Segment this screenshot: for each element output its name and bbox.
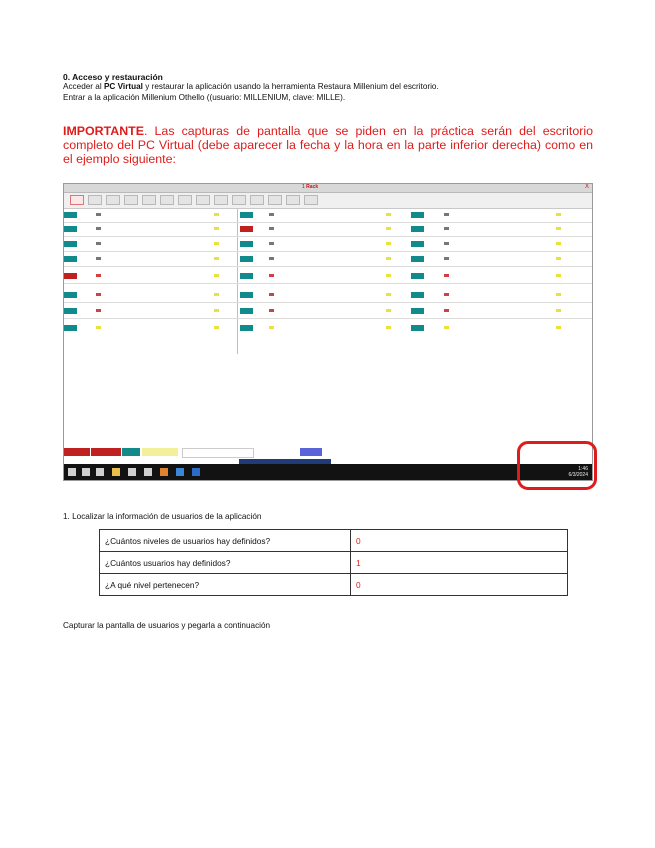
instruction-line-1-pre: Acceder al: [63, 82, 104, 91]
toolbar-button: [178, 195, 192, 205]
taskbar-icon: [144, 468, 152, 476]
instruction-line-1: [63, 82, 439, 91]
room-chip: [411, 256, 424, 262]
toolbar-button: [268, 195, 282, 205]
room-chip: [240, 273, 253, 279]
room-chip: [240, 226, 253, 232]
row-mark: [444, 242, 449, 245]
toolbar-button: [142, 195, 156, 205]
question-cell: ¿Cuántos usuarios hay definidos?: [100, 552, 351, 574]
important-notice: [63, 124, 593, 166]
instruction-line-2: Entrar a la aplicación Millenium Othello ((usuario: MILLENIUM, clave: MILLE).: [63, 93, 346, 102]
taskbar-icon: [128, 468, 136, 476]
rack-row: [64, 290, 592, 303]
room-chip: [240, 241, 253, 247]
row-mark: [444, 309, 449, 312]
screenshot-title: [302, 184, 318, 190]
capture-instruction: Capturar la pantalla de usuarios y pegarla a continuación: [63, 621, 271, 630]
room-chip: [411, 273, 424, 279]
toolbar-button: [160, 195, 174, 205]
row-mark: [556, 309, 561, 312]
row-mark: [556, 227, 561, 230]
row-mark: [386, 293, 391, 296]
row-mark: [444, 293, 449, 296]
question-heading: 1. Localizar la información de usuarios de la aplicación: [63, 512, 262, 521]
screenshot-status-legend: [64, 448, 592, 457]
table-row: [100, 552, 568, 574]
row-mark: [214, 213, 219, 216]
room-chip: [411, 308, 424, 314]
rack-row: [64, 323, 592, 336]
row-mark: [269, 309, 274, 312]
toolbar-button: [232, 195, 246, 205]
room-chip: [240, 308, 253, 314]
important-keyword: IMPORTANTE: [63, 124, 144, 138]
room-chip: [411, 325, 424, 331]
taskbar-icon: [176, 468, 184, 476]
row-mark: [214, 326, 219, 329]
legend-block: [64, 448, 90, 456]
row-mark: [269, 326, 274, 329]
clock-time: 1:46: [578, 466, 588, 472]
row-mark: [96, 227, 101, 230]
room-chip: [240, 212, 253, 218]
row-mark: [96, 326, 101, 329]
row-mark: [214, 227, 219, 230]
row-mark: [556, 293, 561, 296]
row-mark: [214, 274, 219, 277]
legend-block: [91, 448, 121, 456]
row-mark: [386, 274, 391, 277]
row-mark: [444, 326, 449, 329]
row-mark: [269, 257, 274, 260]
row-mark: [386, 227, 391, 230]
rack-row: [64, 271, 592, 284]
taskbar-icon: [160, 468, 168, 476]
taskbar-icon: [96, 468, 104, 476]
toolbar-button: [286, 195, 300, 205]
row-mark: [214, 242, 219, 245]
row-mark: [444, 274, 449, 277]
row-mark: [556, 274, 561, 277]
important-text: . Las capturas de pantalla que se piden en la práctica serán del escritorio completo del PC Virtual (debe aparecer la fecha y la hora en la parte inferior derecha) como en el ejemplo siguiente:: [63, 124, 593, 166]
toolbar-button: [250, 195, 264, 205]
clock-date: 6/3/2024: [568, 472, 588, 478]
toolbar-button: [196, 195, 210, 205]
questions-table: [99, 529, 568, 596]
legend-block: [122, 448, 140, 456]
instruction-line-1-bold: PC Virtual: [103, 82, 143, 91]
room-chip: [64, 226, 77, 232]
screenshot-title-highlight: Rack: [306, 184, 319, 190]
toolbar-button: [124, 195, 138, 205]
table-row: [100, 574, 568, 596]
row-mark: [269, 293, 274, 296]
row-mark: [386, 326, 391, 329]
row-mark: [444, 213, 449, 216]
toolbar-button: [70, 195, 84, 205]
screenshot-taskbar: [64, 464, 592, 480]
answer-cell: 0: [351, 574, 568, 596]
row-mark: [444, 257, 449, 260]
toolbar-button: [214, 195, 228, 205]
rack-row: [64, 306, 592, 319]
row-mark: [556, 242, 561, 245]
row-mark: [96, 293, 101, 296]
room-chip: [64, 308, 77, 314]
row-mark: [556, 213, 561, 216]
toolbar-button: [88, 195, 102, 205]
legend-block: [182, 448, 254, 458]
row-mark: [556, 326, 561, 329]
row-mark: [269, 213, 274, 216]
taskbar-icon: [112, 468, 120, 476]
example-screenshot: [63, 183, 593, 481]
row-mark: [556, 257, 561, 260]
room-chip: [240, 325, 253, 331]
screenshot-close-icon: X: [584, 184, 589, 190]
room-chip: [240, 256, 253, 262]
clock-highlight-circle: [517, 441, 597, 490]
table-row: [100, 530, 568, 552]
row-mark: [96, 213, 101, 216]
row-mark: [386, 242, 391, 245]
room-chip: [64, 273, 77, 279]
instruction-line-1-post: y restaurar la aplicación usando la herramienta Restaura Millenium del escritorio.: [142, 82, 439, 91]
question-cell: ¿A qué nivel pertenecen?: [100, 574, 351, 596]
screenshot-title-prefix: 1: [302, 184, 305, 190]
rack-row: [64, 254, 592, 267]
row-mark: [386, 257, 391, 260]
row-mark: [214, 309, 219, 312]
legend-block: [142, 448, 178, 456]
legend-block: [300, 448, 322, 456]
room-chip: [240, 292, 253, 298]
taskbar-icon: [82, 468, 90, 476]
row-mark: [96, 257, 101, 260]
toolbar-button: [304, 195, 318, 205]
room-chip: [64, 256, 77, 262]
row-mark: [96, 309, 101, 312]
screenshot-titlebar: [64, 184, 592, 193]
rack-row: [64, 224, 592, 237]
row-mark: [269, 242, 274, 245]
room-chip: [411, 212, 424, 218]
row-mark: [444, 227, 449, 230]
screenshot-toolbar: [64, 193, 592, 209]
row-mark: [214, 257, 219, 260]
answer-cell: 0: [351, 530, 568, 552]
row-mark: [386, 213, 391, 216]
row-mark: [386, 309, 391, 312]
rack-row: [64, 239, 592, 252]
question-cell: ¿Cuántos niveles de usuarios hay definidos?: [100, 530, 351, 552]
row-mark: [96, 274, 101, 277]
row-mark: [96, 242, 101, 245]
row-mark: [214, 293, 219, 296]
room-chip: [411, 292, 424, 298]
room-chip: [64, 325, 77, 331]
section-title: 0. Acceso y restauración: [63, 72, 163, 82]
room-chip: [64, 212, 77, 218]
room-chip: [411, 226, 424, 232]
rack-row: [64, 210, 592, 223]
toolbar-button: [106, 195, 120, 205]
taskbar-icon: [192, 468, 200, 476]
answer-cell: 1: [351, 552, 568, 574]
room-chip: [411, 241, 424, 247]
room-chip: [64, 292, 77, 298]
row-mark: [269, 227, 274, 230]
taskbar-icon: [68, 468, 76, 476]
room-chip: [64, 241, 77, 247]
row-mark: [269, 274, 274, 277]
